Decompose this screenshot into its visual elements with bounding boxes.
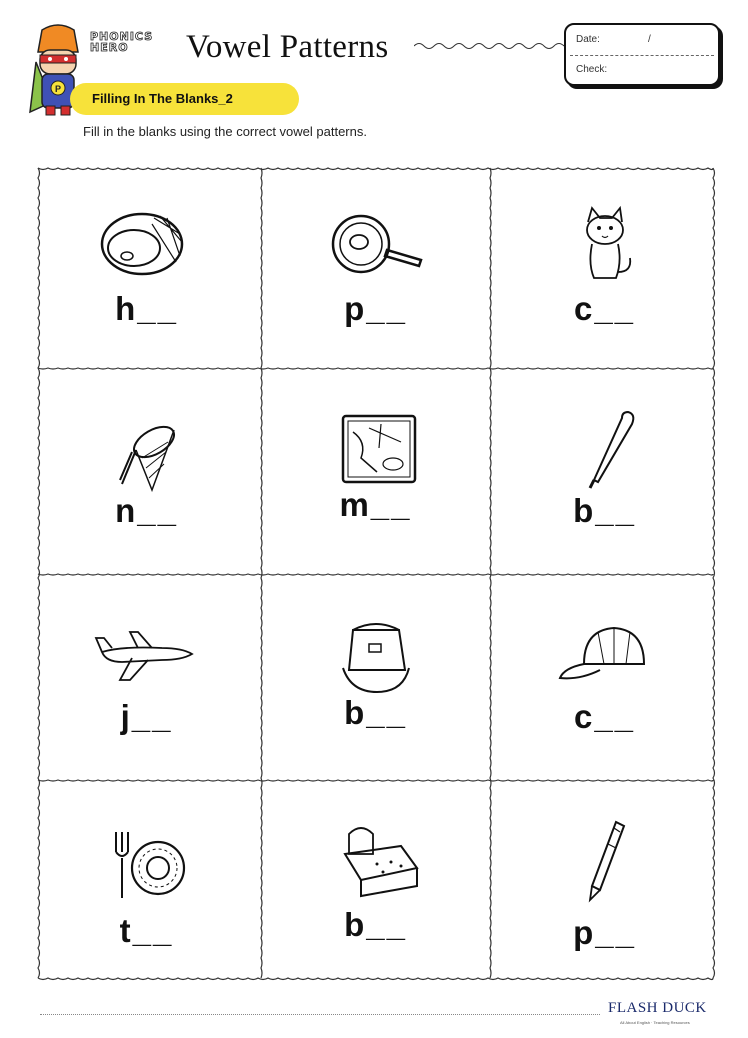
flashduck-tagline: All About English · Teaching Resources bbox=[620, 1020, 690, 1025]
worksheet-cell bbox=[32, 368, 261, 572]
word-blank: c__ bbox=[573, 290, 636, 327]
worksheet-cell bbox=[32, 162, 261, 366]
worksheet-cell bbox=[261, 780, 490, 984]
word-blank: n__ bbox=[115, 492, 178, 529]
bed-icon bbox=[321, 814, 431, 904]
page-title: Vowel Patterns bbox=[186, 29, 389, 65]
date-divider bbox=[570, 55, 714, 56]
word-blank: j__ bbox=[120, 698, 173, 735]
worksheet-cell bbox=[490, 780, 719, 984]
brand-line-2: HERO bbox=[90, 41, 129, 54]
word-blank: p__ bbox=[573, 914, 636, 951]
map-icon bbox=[321, 402, 431, 492]
worksheet-subtitle-badge bbox=[70, 83, 299, 115]
flashduck-logo: FLASH DUCK bbox=[608, 1000, 707, 1016]
worksheet-cell bbox=[261, 162, 490, 366]
footer-rule bbox=[40, 1014, 600, 1015]
ham-icon bbox=[92, 196, 202, 286]
worksheet-cell bbox=[261, 368, 490, 572]
word-blank: t__ bbox=[119, 912, 174, 949]
worksheet-cell bbox=[490, 368, 719, 572]
wavy-divider-icon bbox=[414, 40, 564, 52]
word-blank: p__ bbox=[344, 290, 407, 327]
bag-icon bbox=[321, 608, 431, 698]
date-label: Date: bbox=[576, 34, 600, 45]
jet-icon bbox=[92, 608, 202, 698]
worksheet-cell bbox=[32, 574, 261, 778]
worksheet-cell bbox=[32, 780, 261, 984]
check-label: Check: bbox=[576, 64, 608, 75]
pan-icon bbox=[321, 196, 431, 286]
worksheet-cell bbox=[490, 162, 719, 366]
bat-icon bbox=[550, 402, 660, 492]
cat-icon bbox=[550, 196, 660, 286]
svg-text:P: P bbox=[55, 84, 62, 94]
cap-icon bbox=[550, 608, 660, 698]
pen-icon bbox=[550, 814, 660, 904]
date-check-box bbox=[564, 23, 720, 86]
word-blank: c__ bbox=[573, 698, 636, 735]
worksheet-subtitle: Filling In The Blanks_2 bbox=[92, 91, 233, 106]
word-blank: m__ bbox=[339, 486, 412, 523]
word-blank: b__ bbox=[573, 492, 636, 529]
worksheet-grid bbox=[32, 162, 719, 984]
word-blank: b__ bbox=[344, 694, 407, 731]
word-blank: b__ bbox=[344, 906, 407, 943]
date-slash: / bbox=[648, 34, 651, 45]
worksheet-cell bbox=[261, 574, 490, 778]
net-icon bbox=[92, 402, 202, 492]
word-blank: h__ bbox=[115, 290, 178, 327]
brand-wordmark bbox=[90, 31, 153, 53]
worksheet-cell bbox=[490, 574, 719, 778]
brand-line-1: PHONICS bbox=[90, 30, 154, 43]
instructions: Fill in the blanks using the correct vowel patterns. bbox=[83, 124, 367, 139]
plate-icon bbox=[92, 814, 202, 904]
